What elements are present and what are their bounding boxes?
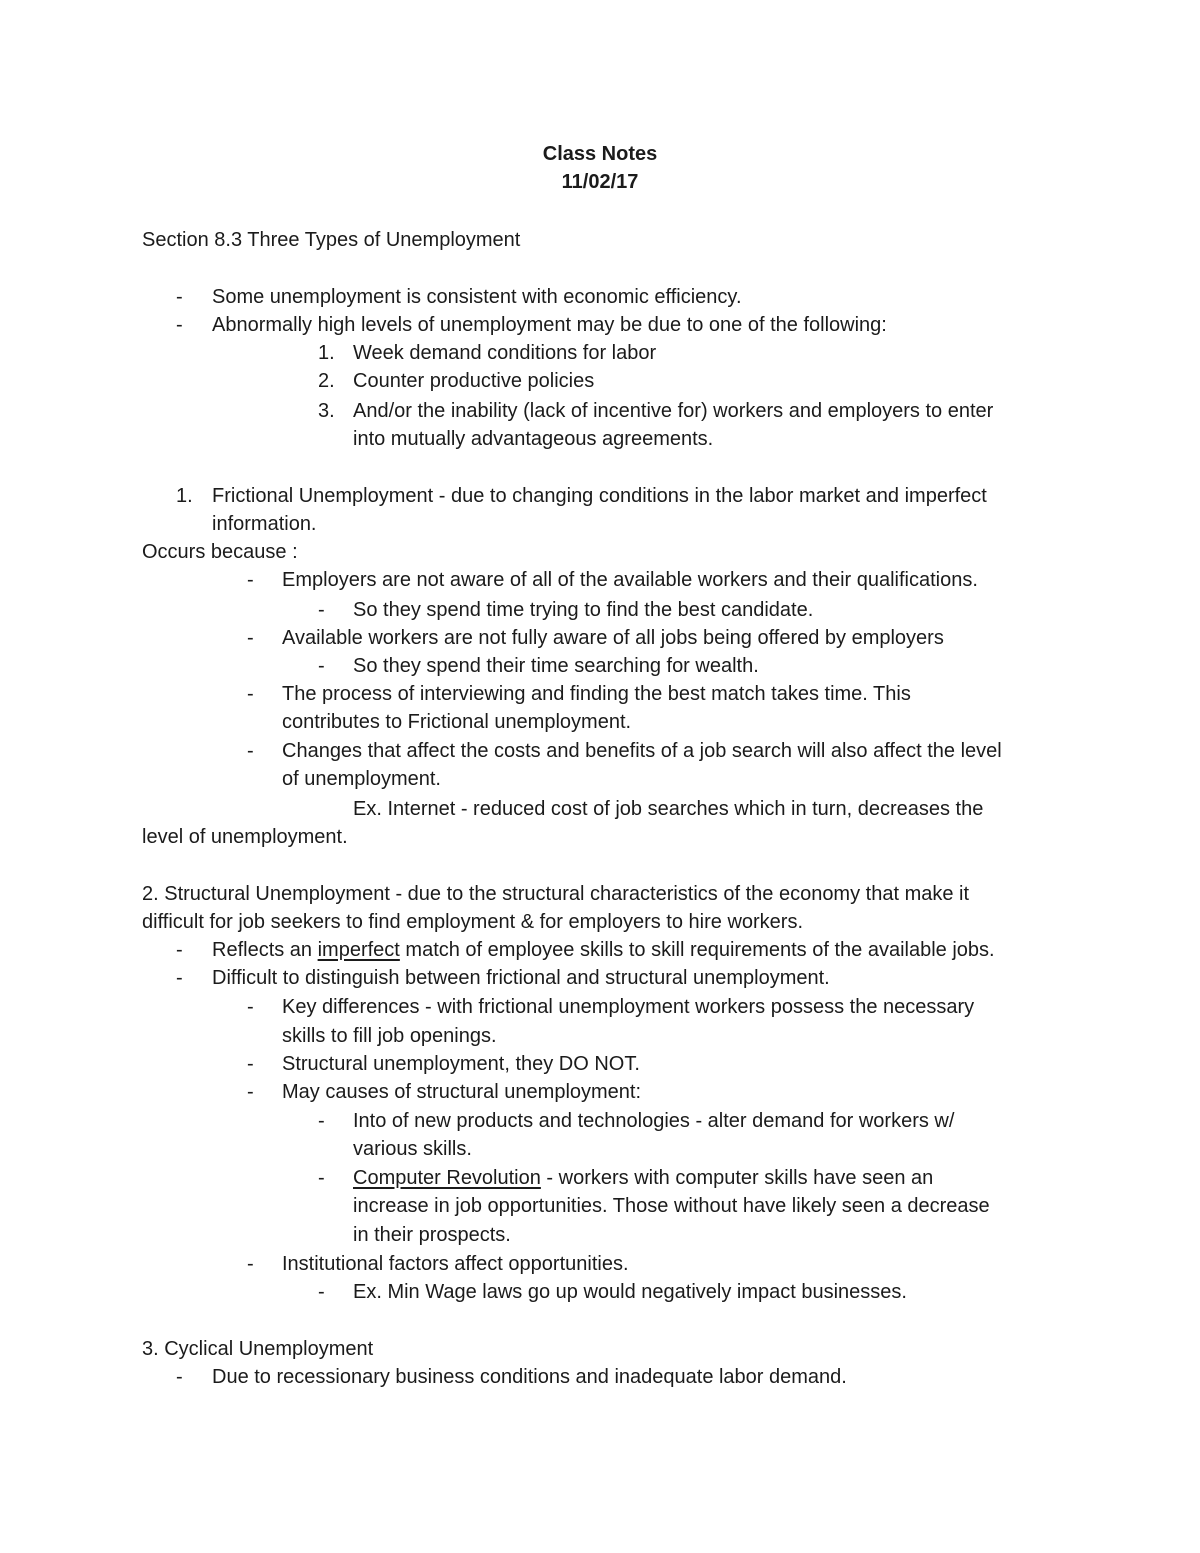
- structural-cause-1-cont: various skills.: [353, 1138, 472, 1160]
- intro-list-item-3: And/or the inability (lack of incentive for) workers and employers to enter: [353, 400, 994, 422]
- frictional-example: Ex. Internet - reduced cost of job searches which in turn, decreases the: [353, 798, 984, 820]
- occurs-because: Occurs because :: [142, 541, 298, 563]
- frictional-example-cont: level of unemployment.: [142, 826, 348, 848]
- bullet-dash: -: [318, 1167, 325, 1189]
- section-heading: Section 8.3 Three Types of Unemployment: [142, 229, 521, 251]
- frictional-bullet-2: Available workers are not fully aware of all jobs being offered by employers: [282, 627, 944, 649]
- frictional-bullet-4: Changes that affect the costs and benefits of a job search will also affect the level: [282, 740, 1002, 762]
- bullet-dash: -: [318, 1110, 325, 1132]
- intro-list-item-2: Counter productive policies: [353, 370, 595, 392]
- intro-list-item-3-cont: into mutually advantageous agreements.: [353, 428, 714, 450]
- structural-example: Ex. Min Wage laws go up would negatively impact businesses.: [353, 1281, 907, 1303]
- underlined-term-computer-revolution: Computer Revolution: [353, 1167, 541, 1189]
- structural-cause-2: [353, 1164, 933, 1192]
- structural-cause-1: Into of new products and technologies - alter demand for workers w/: [353, 1110, 955, 1132]
- structural-bullet-1-post: match of employee skills to skill requirements of the available jobs.: [399, 939, 995, 961]
- structural-bullet-1-pre: Reflects an: [212, 939, 318, 961]
- list-number: 1.: [318, 342, 335, 364]
- bullet-dash: -: [176, 967, 183, 989]
- structural-heading: 2. Structural Unemployment - due to the structural characteristics of the economy that make it: [142, 883, 970, 905]
- structural-heading-cont: difficult for job seekers to find employment & for employers to hire workers.: [142, 911, 804, 933]
- structural-sub-bullet-1: Key differences - with frictional unemployment workers possess the necessary: [282, 996, 975, 1018]
- underlined-term-imperfect: imperfect: [317, 939, 400, 961]
- bullet-dash: -: [247, 627, 254, 649]
- bullet-dash: -: [318, 599, 325, 621]
- frictional-sub-bullet-2: So they spend their time searching for wealth.: [353, 655, 759, 677]
- structural-sub-bullet-1-cont: skills to fill job openings.: [282, 1025, 497, 1047]
- intro-list-item-1: Week demand conditions for labor: [353, 342, 657, 364]
- structural-cause-2-cont: increase in job opportunities. Those without have likely seen a decrease: [353, 1195, 990, 1217]
- cyclical-heading: 3. Cyclical Unemployment: [142, 1338, 374, 1360]
- list-number: 1.: [176, 485, 193, 507]
- bullet-dash: -: [247, 740, 254, 762]
- list-number: 2.: [318, 370, 335, 392]
- frictional-heading-cont: information.: [212, 513, 317, 535]
- bullet-dash: -: [176, 1366, 183, 1388]
- bullet-dash: -: [247, 1053, 254, 1075]
- bullet-dash: -: [318, 655, 325, 677]
- structural-cause-2-cont-2: in their prospects.: [353, 1224, 511, 1246]
- bullet-dash: -: [176, 286, 183, 308]
- structural-bullet-2: Difficult to distinguish between frictional and structural unemployment.: [212, 967, 830, 989]
- structural-sub-bullet-3: May causes of structural unemployment:: [282, 1081, 642, 1103]
- frictional-heading: Frictional Unemployment - due to changing conditions in the labor market and imperfect: [212, 485, 987, 507]
- structural-cause-2-post: - workers with computer skills have seen an: [540, 1167, 934, 1189]
- bullet-dash: -: [247, 1081, 254, 1103]
- frictional-bullet-4-cont: of unemployment.: [282, 768, 441, 790]
- bullet-dash: -: [176, 314, 183, 336]
- frictional-sub-bullet-1: So they spend time trying to find the best candidate.: [353, 599, 814, 621]
- bullet-dash: -: [247, 569, 254, 591]
- structural-sub-bullet-2: Structural unemployment, they DO NOT.: [282, 1053, 640, 1075]
- bullet-dash: -: [176, 939, 183, 961]
- bullet-dash: -: [318, 1281, 325, 1303]
- structural-bullet-1: [212, 936, 995, 964]
- intro-bullet-2: Abnormally high levels of unemployment may be due to one of the following:: [212, 314, 887, 336]
- cyclical-bullet-1: Due to recessionary business conditions and inadequate labor demand.: [212, 1366, 847, 1388]
- frictional-bullet-3: The process of interviewing and finding the best match takes time. This: [282, 683, 911, 705]
- list-number: 3.: [318, 400, 335, 422]
- bullet-dash: -: [247, 1253, 254, 1275]
- page-date: 11/02/17: [561, 171, 639, 193]
- intro-bullet-1: Some unemployment is consistent with economic efficiency.: [212, 286, 742, 308]
- page-title: Class Notes: [542, 143, 658, 165]
- structural-sub-bullet-4: Institutional factors affect opportunities.: [282, 1253, 629, 1275]
- bullet-dash: -: [247, 683, 254, 705]
- frictional-bullet-3-cont: contributes to Frictional unemployment.: [282, 711, 632, 733]
- frictional-bullet-1: Employers are not aware of all of the available workers and their qualifications.: [282, 569, 978, 591]
- bullet-dash: -: [247, 996, 254, 1018]
